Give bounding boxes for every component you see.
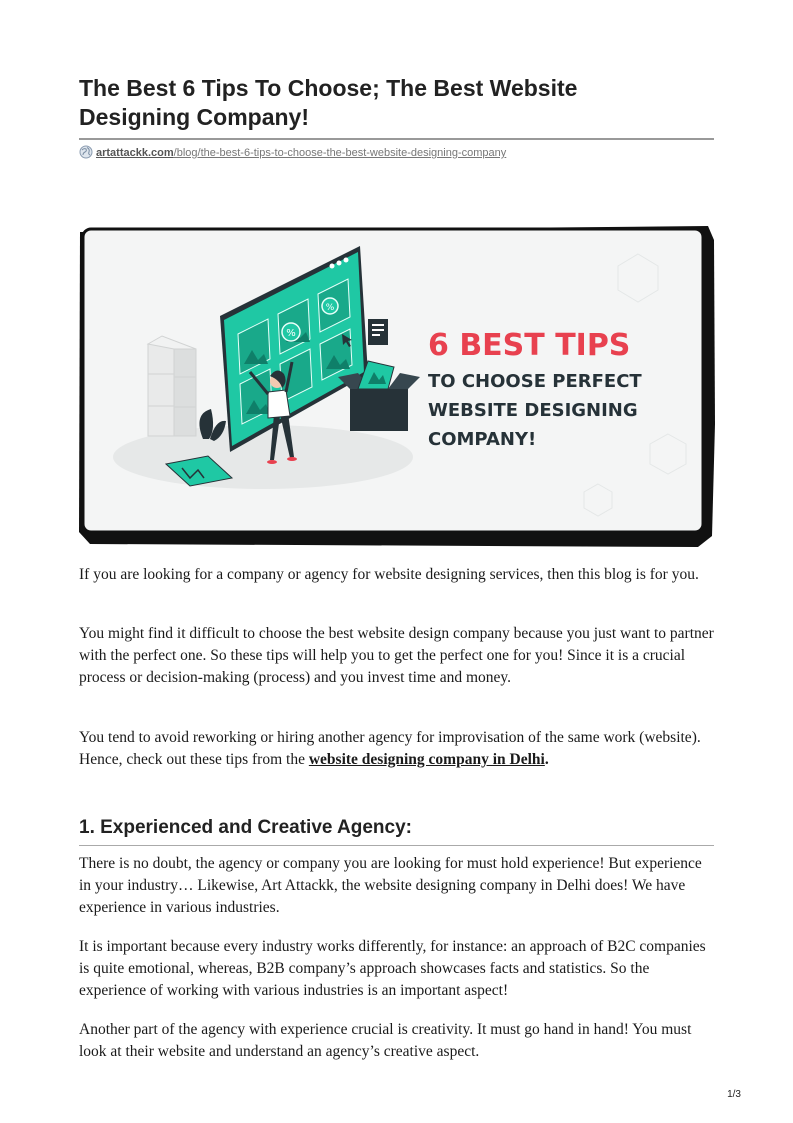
source-path[interactable]: /blog/the-best-6-tips-to-choose-the-best-website-designing-company [173, 147, 507, 159]
section-divider [79, 845, 714, 846]
hero-image [78, 224, 716, 549]
hero-headline: 6 BEST TIPS [428, 328, 631, 363]
section-paragraph-1: There is no doubt, the agency or company you are looking for must hold experience! But experience in your industry… Likewise, Art Attackk, the website designing company in Delhi does! We have experience in various industries. [79, 855, 702, 916]
hero-subline-1: TO CHOOSE PERFECT [428, 371, 642, 392]
source-url[interactable] [79, 145, 506, 161]
source-domain[interactable]: artattackk.com [96, 147, 174, 159]
percent-badge-2: % [325, 303, 335, 313]
globe-icon [79, 145, 93, 159]
section-paragraph-2: It is important because every industry works differently, for instance: an approach of B2C companies is quite emotional, whereas, B2B company’s approach showcases facts and statistics. So the experience of working with various industries is an important aspect! [79, 938, 706, 999]
intro-paragraph-1: If you are looking for a company or agency for website designing services, then this blog is for you. [79, 566, 699, 583]
section-heading: 1. Experienced and Creative Agency: [79, 817, 412, 838]
article-title: The Best 6 Tips To Choose; The Best Website Designing Company! [79, 75, 578, 130]
cubes-illustration [148, 336, 196, 436]
title-divider [79, 138, 714, 140]
percent-badge: % [286, 328, 296, 339]
intro-paragraph-2: You might find it difficult to choose the best website design company because you just want to partner with the perfect one. So these tips will help you to get the perfect one for you! Since it is a crucial process or decision-making (process) and you invest time and money. [79, 625, 714, 686]
intro-paragraph-3: You tend to avoid reworking or hiring another agency for improvisation of the same work (website). Hence, check out these tips from the website designing company in Delhi. [79, 729, 701, 768]
list-icon [368, 319, 388, 345]
hero-subline-2: WEBSITE DESIGNING [428, 400, 638, 421]
section-paragraph-3: Another part of the agency with experience crucial is creativity. It must go hand in hand! You must look at their website and understand an agency’s creative aspect. [79, 1021, 692, 1060]
hero-subline-3: COMPANY! [428, 429, 537, 450]
website-designing-link[interactable]: website designing company in Delhi [308, 751, 545, 768]
page-number: 1/3 [727, 1089, 741, 1100]
